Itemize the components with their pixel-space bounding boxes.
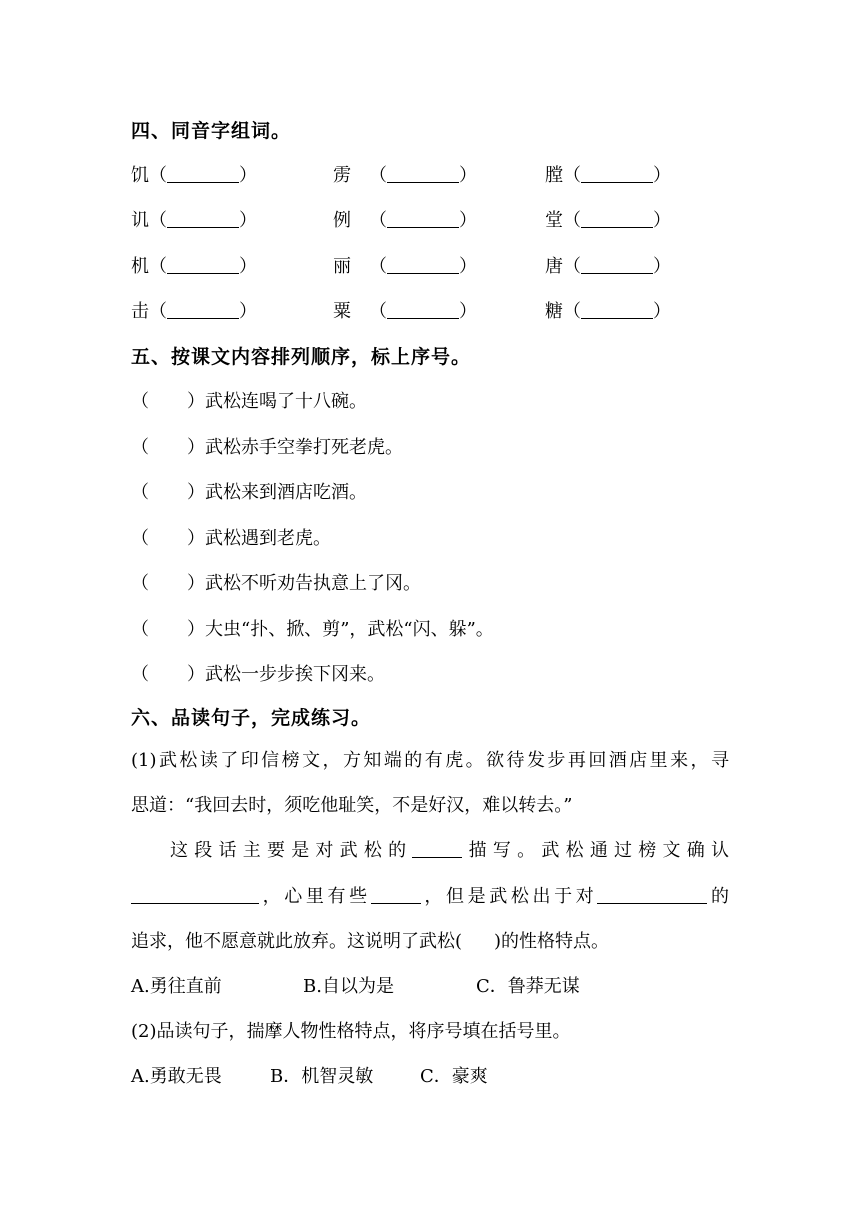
close-paren: ） <box>459 210 477 231</box>
word-blank[interactable] <box>581 255 653 274</box>
open-paren: （ <box>369 210 387 231</box>
ordering-item-text: 武松遇到老虎。 <box>205 528 331 549</box>
homophone-char: 例 <box>333 210 351 231</box>
homophone-char: 饥 <box>131 165 149 186</box>
fill1-text-a: 这段话主要是对武松的 <box>170 840 413 861</box>
close-paren: ） <box>239 165 257 186</box>
word-blank[interactable] <box>581 164 653 183</box>
q2-option-a: A.勇敢无畏 <box>131 1066 222 1087</box>
fill2-text-b: ，但是武松出于对 <box>420 886 598 907</box>
open-paren: （ <box>149 256 167 277</box>
word-blank[interactable] <box>167 255 239 274</box>
fill3-text-b: )的性格特点。 <box>494 931 610 952</box>
word-blank[interactable] <box>387 300 459 319</box>
homophone-char: 膛 <box>545 165 563 186</box>
ordering-item <box>131 478 367 504</box>
fill1-text-b: 描写。武松通过榜文确认 <box>462 840 730 861</box>
q1-fill-line1 <box>170 836 729 862</box>
word-blank[interactable] <box>167 209 239 228</box>
fill-blank-description-type[interactable] <box>412 839 462 858</box>
fill-blank-confirmed[interactable] <box>131 885 259 904</box>
homophone-char: 击 <box>131 301 149 322</box>
homophone-item <box>545 161 671 187</box>
ordering-item <box>131 615 494 641</box>
order-open-paren: （ <box>131 528 149 549</box>
homophone-char: 机 <box>131 256 149 277</box>
order-open-paren: （ <box>131 482 149 503</box>
q1-passage-line1: (1)武松读了印信榜文，方知端的有虎。欲待发步再回酒店里来，寻 <box>131 750 729 771</box>
close-paren: ） <box>239 256 257 277</box>
homophone-char: 糖 <box>545 301 563 322</box>
order-open-paren: （ <box>131 437 149 458</box>
section5-heading: 五、按课文内容排列顺序，标上序号。 <box>131 346 472 368</box>
homophone-item <box>131 206 257 232</box>
q1-option-b: B.自以为是 <box>303 976 394 997</box>
open-paren: （ <box>563 210 581 231</box>
ordering-item-text: 武松连喝了十八碗。 <box>205 391 367 412</box>
fill-blank-feeling[interactable] <box>371 885 421 904</box>
close-paren: ） <box>653 256 671 277</box>
fill2-text-c: 的 <box>707 886 729 907</box>
close-paren: ） <box>459 165 477 186</box>
ordering-item-text: 武松不听劝告执意上了冈。 <box>205 573 421 594</box>
open-paren: （ <box>369 301 387 322</box>
ordering-item-text: 武松赤手空拳打死老虎。 <box>205 437 403 458</box>
homophone-char: 讥 <box>131 210 149 231</box>
close-paren: ） <box>653 165 671 186</box>
q1-fill-line2 <box>131 882 729 908</box>
homophone-item <box>333 206 477 232</box>
open-paren: （ <box>149 301 167 322</box>
ordering-item-text: 武松一步步挨下冈来。 <box>205 664 385 685</box>
close-paren: ） <box>653 210 671 231</box>
homophone-item <box>131 297 257 323</box>
ordering-item <box>131 569 421 595</box>
word-blank[interactable] <box>387 255 459 274</box>
q1-passage-line2: 思道：“我回去时，须吃他耻笑，不是好汉，难以转去。” <box>131 795 573 816</box>
close-paren: ） <box>239 301 257 322</box>
homophone-item <box>131 161 257 187</box>
section4-heading: 四、同音字组词。 <box>131 120 292 142</box>
open-paren: （ <box>563 301 581 322</box>
homophone-item <box>545 297 671 323</box>
q2-option-b: B．机智灵敏 <box>270 1066 374 1087</box>
ordering-item <box>131 524 331 550</box>
word-blank[interactable] <box>167 300 239 319</box>
q2-option-c: C．豪爽 <box>420 1066 488 1087</box>
open-paren: （ <box>149 165 167 186</box>
q1-fill-line3 <box>131 927 609 953</box>
fill-blank-pursuit[interactable] <box>597 885 707 904</box>
homophone-char: 唐 <box>545 256 563 277</box>
open-paren: （ <box>369 165 387 186</box>
homophone-item <box>333 252 477 278</box>
word-blank[interactable] <box>581 209 653 228</box>
close-paren: ） <box>459 256 477 277</box>
homophone-char: 丽 <box>333 256 351 277</box>
q2-instruction: (2)品读句子，揣摩人物性格特点，将序号填在括号里。 <box>131 1021 571 1042</box>
homophone-char: 粟 <box>333 301 351 322</box>
ordering-item <box>131 433 403 459</box>
order-close-paren: ） <box>187 528 205 549</box>
order-close-paren: ） <box>187 437 205 458</box>
order-open-paren: （ <box>131 573 149 594</box>
fill3-text-a: 追求，他不愿意就此放弃。这说明了武松( <box>131 931 463 952</box>
close-paren: ） <box>239 210 257 231</box>
close-paren: ） <box>653 301 671 322</box>
q1-option-c: C．鲁莽无谋 <box>476 976 580 997</box>
homophone-item <box>131 252 257 278</box>
ordering-item-text: 武松来到酒店吃酒。 <box>205 482 367 503</box>
order-close-paren: ） <box>187 619 205 640</box>
order-close-paren: ） <box>187 391 205 412</box>
order-close-paren: ） <box>187 573 205 594</box>
word-blank[interactable] <box>387 164 459 183</box>
word-blank[interactable] <box>581 300 653 319</box>
homophone-char: 堂 <box>545 210 563 231</box>
order-close-paren: ） <box>187 664 205 685</box>
fill2-text-a: ，心里有些 <box>259 886 371 907</box>
open-paren: （ <box>369 256 387 277</box>
word-blank[interactable] <box>387 209 459 228</box>
order-open-paren: （ <box>131 664 149 685</box>
homophone-item <box>333 297 477 323</box>
homophone-item <box>333 161 477 187</box>
open-paren: （ <box>149 210 167 231</box>
homophone-char: 雳 <box>333 165 351 186</box>
section6-heading: 六、品读句子，完成练习。 <box>131 707 372 729</box>
q1-option-a: A.勇往直前 <box>131 976 222 997</box>
close-paren: ） <box>459 301 477 322</box>
ordering-item <box>131 387 367 413</box>
order-open-paren: （ <box>131 391 149 412</box>
open-paren: （ <box>563 165 581 186</box>
order-close-paren: ） <box>187 482 205 503</box>
open-paren: （ <box>563 256 581 277</box>
word-blank[interactable] <box>167 164 239 183</box>
homophone-item <box>545 252 671 278</box>
ordering-item-text: 大虫“扑、掀、剪”，武松“闪、躲”。 <box>205 619 494 640</box>
ordering-item <box>131 660 385 686</box>
homophone-item <box>545 206 671 232</box>
order-open-paren: （ <box>131 619 149 640</box>
